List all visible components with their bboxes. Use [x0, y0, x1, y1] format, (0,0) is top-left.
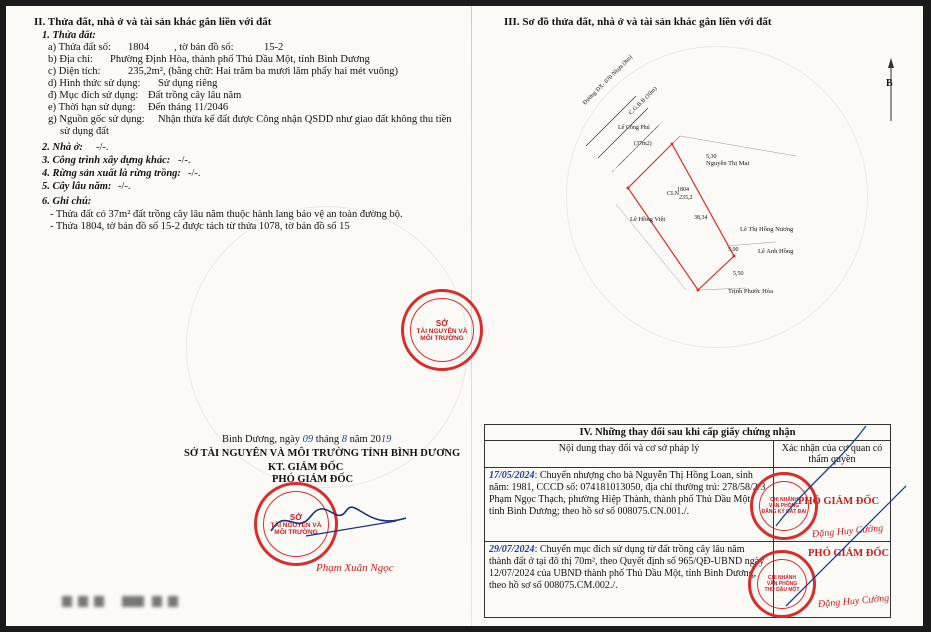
origin-value: Nhận thừa kế đất được Công nhận QSDD như giao đất không thu tiền: [158, 114, 452, 125]
department-seal: [401, 289, 483, 371]
entry-1-text: : Chuyển nhượng cho bà Nguyễn Thị Hồng Loan, sinh năm: 1981, CCCD số: 074181013050, địa chỉ thường trú: 278/58/2/3 Phạm Ngọc Thạch, phường Hiệp Thành, thành phố Thủ Dầu Một, tỉnh Bình Dương; theo hồ sơ số 008075.CN.001./.: [489, 470, 766, 517]
entry-1-date: 17/05/2024: [489, 470, 535, 481]
road-corridor-label: C.G.B.B (10m): [628, 85, 659, 117]
entry-2-text: : Chuyển mục đích sử dụng từ đất trồng cây lâu năm thành đất ở tại đô thị 70m², theo Quyết định số 965/QĐ-UBND ngày 12/07/2024 của UBND thành phố Thủ Dầu Một, tỉnh Bình Dương, theo hồ sơ số 008075.CM.002./.: [489, 544, 765, 591]
seal-line-3: MÔI TRƯỜNG: [420, 334, 464, 342]
neighbor-south: Trịnh Phước Hòa: [728, 288, 774, 295]
notes-label: 6. Ghi chú:: [42, 196, 92, 207]
use-purpose-value: Đất trồng cây lâu năm: [148, 90, 242, 101]
seal2-line-2: TÀI NGUYÊN VÀ: [270, 521, 322, 529]
house-label: 2. Nhà ở:: [42, 142, 83, 153]
north-arrow-icon: [876, 56, 906, 126]
forest-label: 4. Rừng sản xuất là rừng trồng:: [42, 168, 181, 179]
date-day: 09: [302, 434, 314, 445]
use-term-label: e) Thời hạn sử dụng:: [48, 102, 136, 113]
seal2-line-3: MÔI TRƯỜNG: [274, 528, 318, 536]
land-heading: 1. Thửa đất:: [42, 30, 96, 41]
area-label: c) Diện tích:: [48, 66, 101, 77]
seal2-line-1: SỞ: [289, 512, 303, 522]
date-month: 8: [341, 434, 347, 445]
branch2-line-2: VĂN PHÒNG: [766, 581, 798, 587]
note-1: - Thửa đất có 37m² đất trồng cây lâu năm thuộc hành lang bảo vệ an toàn đường bộ.: [50, 209, 403, 220]
branch1-line-3: ĐĂNG KÝ ĐẤT ĐAI: [761, 509, 807, 515]
sign-date: [222, 434, 391, 446]
use-form-label: d) Hình thức sử dụng:: [48, 78, 141, 89]
certificate-sheet: [6, 6, 923, 626]
branch-signer-2: Đặng Huy Cường: [817, 592, 890, 611]
branch1-line-2: VĂN PHÒNG: [768, 503, 800, 509]
branch-deputy-2: PHÓ GIÁM ĐỐC: [808, 548, 890, 559]
kt-director: KT. GIÁM ĐỐC: [268, 462, 344, 473]
neighbor-west: Lê Hồng Việt: [630, 216, 666, 223]
branch2-line-4: THỦ DẦU MỘT: [764, 587, 800, 593]
date-month-label: tháng: [315, 434, 340, 445]
dimension-2: 38,34: [694, 215, 708, 221]
date-year: 19: [380, 434, 392, 445]
branch2-line-1: CHI NHÁNH: [767, 575, 797, 581]
signer-name: Phạm Xuân Ngọc: [316, 562, 394, 574]
use-term-value: Đến tháng 11/2046: [148, 102, 229, 113]
construction-label: 3. Công trình xây dựng khác:: [42, 155, 171, 166]
seal-line-2: TÀI NGUYÊN VÀ: [416, 327, 468, 335]
dimension-3: 5,00: [728, 247, 739, 253]
parcel-number: 1804: [128, 42, 149, 53]
seal-line-1: SỞ: [435, 318, 449, 328]
deputy-director: PHÓ GIÁM ĐỐC: [272, 474, 354, 485]
origin-label: g) Nguồn gốc sử dụng:: [48, 114, 145, 125]
signature-left: [266, 496, 416, 546]
dimension-1: 5,30: [706, 154, 717, 160]
road-label: Đường ĐX- 070 Nhựa (8m): [582, 54, 634, 107]
north-label: B: [886, 78, 893, 89]
neighbor-southeast-1: Lê Thị Hồng Nương: [740, 226, 794, 233]
right-section-title: III. Sơ đồ thửa đất, nhà ở và tài sản khác gắn liền với đất: [504, 16, 772, 28]
forest-value: -/-.: [188, 168, 201, 179]
branch1-line-1: CHI NHÁNH: [769, 497, 799, 503]
perennial-value: -/-.: [118, 181, 131, 192]
address-value: Phường Định Hòa, thành phố Thủ Dầu Một, tỉnh Bình Dương: [110, 54, 370, 65]
parcel-number-label: a) Thửa đất số:: [48, 42, 111, 53]
dimension-4: 5,50: [733, 271, 744, 277]
neighbor-east: Nguyễn Thị Mai: [706, 160, 750, 167]
use-purpose-label: đ) Mục đích sử dụng:: [48, 90, 139, 101]
parcel-area-diagram: 235,2: [679, 195, 693, 201]
redacted-mark: [94, 596, 104, 607]
parcel-class: CLN: [667, 191, 679, 197]
address-label: b) Địa chỉ:: [48, 54, 93, 65]
issuing-agency: SỞ TÀI NGUYÊN VÀ MÔI TRƯỜNG TỈNH BÌNH DƯƠNG: [184, 448, 461, 459]
map-sheet-number: 15-2: [264, 42, 284, 53]
parcel-number-diagram: 1804: [677, 187, 689, 193]
redacted-mark: [152, 596, 162, 607]
map-sheet-label: , tờ bản đồ số:: [174, 42, 234, 53]
area-value: 235,2m², (bằng chữ: Hai trăm ba mươi lăm phẩy hai mét vuông): [128, 66, 398, 77]
construction-value: -/-.: [178, 155, 191, 166]
date-prefix: Bình Dương, ngày: [222, 434, 301, 445]
col-confirm-header: Xác nhận của cơ quan có thẩm quyền: [774, 441, 891, 468]
entry-2-date: 29/07/2024: [489, 544, 535, 555]
change-entry-2: [485, 542, 774, 618]
origin-value-cont: sử dụng đất: [60, 126, 109, 137]
perennial-label: 5. Cây lâu năm:: [42, 181, 112, 192]
branch-deputy-1: PHÓ GIÁM ĐỐC: [798, 496, 880, 507]
signature-right: [766, 406, 916, 616]
left-section-title: II. Thửa đất, nhà ở và tài sản khác gắn liền với đất: [34, 16, 272, 28]
change-entry-1: [485, 468, 774, 542]
col-content-header: Nội dung thay đổi và cơ sở pháp lý: [485, 441, 774, 468]
house-value: -/-.: [96, 142, 109, 153]
parcel-label-1: Lê Công Phú: [618, 125, 650, 131]
redacted-mark: [122, 596, 144, 607]
date-year-label: năm 20: [349, 434, 381, 445]
redacted-mark: [78, 596, 88, 607]
neighbor-southeast-2: Lê Anh Hồng: [758, 248, 794, 255]
redacted-mark: [62, 596, 72, 607]
branch-signer-1: Đặng Huy Cường: [811, 522, 884, 541]
use-form-value: Sử dụng riêng: [158, 78, 218, 89]
corridor-area: (37m2): [634, 141, 652, 147]
changes-title: IV. Những thay đổi sau khi cấp giấy chứng nhận: [485, 425, 891, 441]
note-2: - Thửa 1804, tờ bản đồ số 15-2 được tách từ thửa 1078, tờ bản đồ số 15: [50, 221, 350, 232]
redacted-mark: [168, 596, 178, 607]
